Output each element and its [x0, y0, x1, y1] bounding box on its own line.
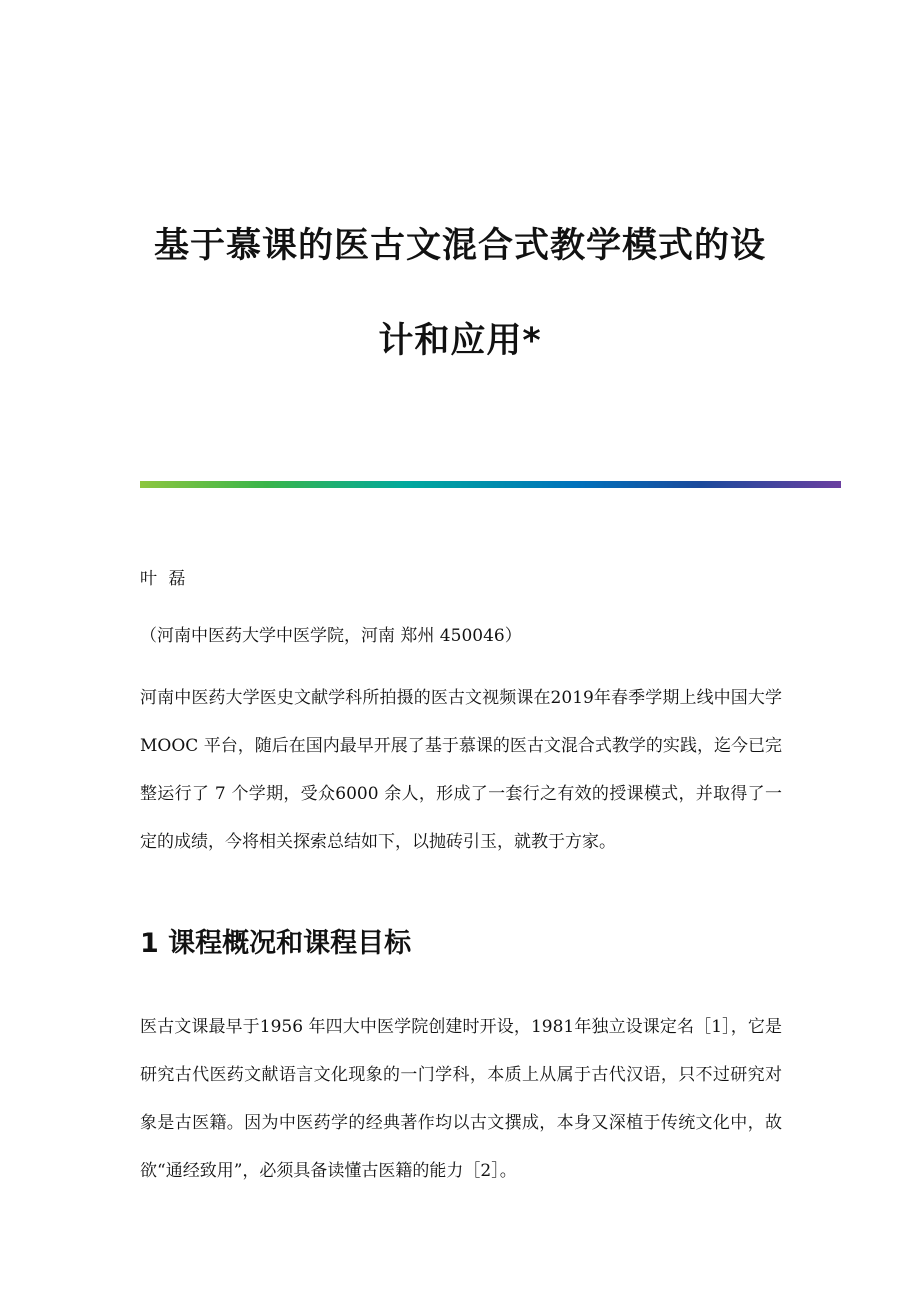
intro-paragraph: 河南中医药大学医史文献学科所拍摄的医古文视频课在2019年春季学期上线中国大学MOOC 平台，随后在国内最早开展了基于慕课的医古文混合式教学的实践，迄今已完整运行了 7 个学期，受众6000 余人，形成了一套行之有效的授课模式，并取得了一定的成绩，今将相关探索总结如下，以抛砖引玉，就教于方家。: [140, 688, 782, 852]
section-heading: 1 课程概况和课程目标: [140, 928, 412, 959]
author-name: 叶 磊: [140, 569, 189, 589]
gradient-divider: [140, 481, 841, 488]
title-line-2: 计和应用*: [378, 321, 542, 361]
author-affiliation: （河南中医药大学中医学院，河南 郑州 450046）: [140, 626, 522, 646]
section-paragraph: 医古文课最早于1956 年四大中医学院创建时开设，1981年独立设课定名［1］，它是研究古代医药文献语言文化现象的一门学科，本质上从属于古代汉语，只不过研究对象是古医籍。因为中医药学的经典著作均以古文撰成，本身又深植于传统文化中，故欲“通经致用”，必须具备读懂古医籍的能力［2］。: [140, 1017, 782, 1181]
title-line-1: 基于慕课的医古文混合式教学模式的设: [153, 226, 766, 266]
